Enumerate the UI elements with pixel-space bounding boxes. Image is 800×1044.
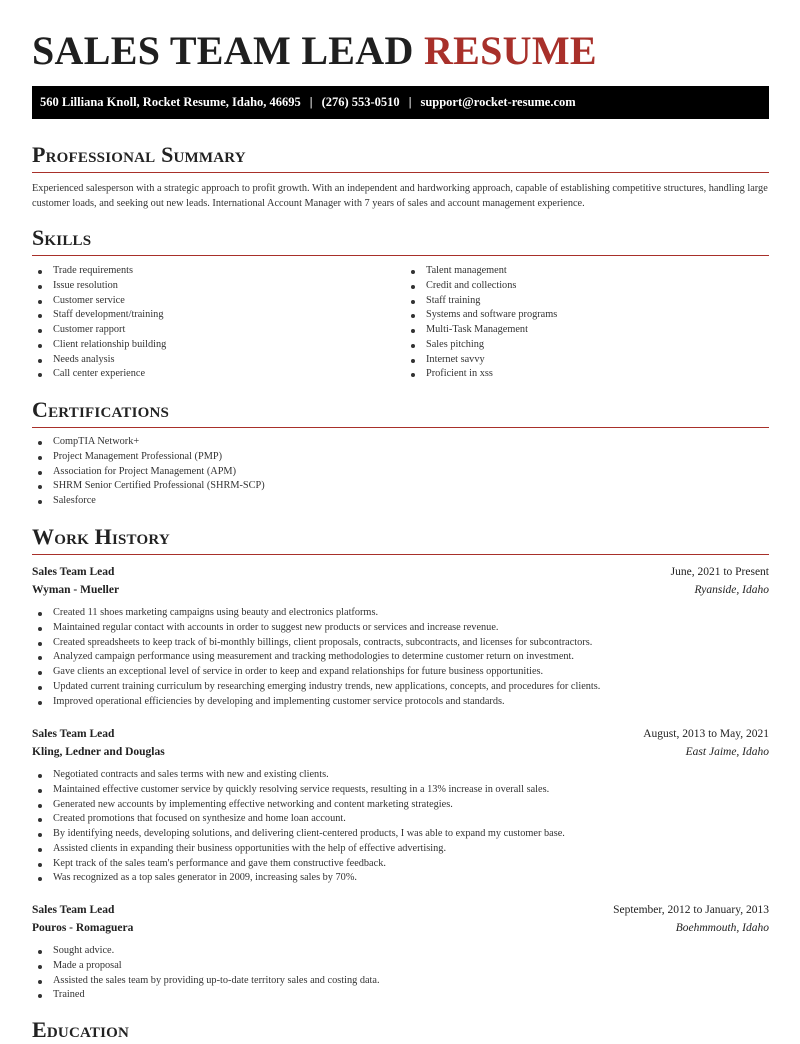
skills-list-right bbox=[426, 264, 557, 382]
skill-item: Proficient in xss bbox=[426, 367, 557, 382]
resume-title-accent: RESUME bbox=[423, 28, 597, 73]
job-bullet: Trained bbox=[53, 988, 380, 1003]
job-title: Sales Team Lead bbox=[32, 904, 115, 916]
skill-item: Multi-Task Management bbox=[426, 323, 557, 338]
summary-heading: Professional Summary bbox=[32, 142, 246, 167]
skill-item: Systems and software programs bbox=[426, 308, 557, 323]
skill-item: Credit and collections bbox=[426, 279, 557, 294]
job-bullet: Maintained regular contact with accounts in order to suggest new products or services and increase revenue. bbox=[53, 621, 600, 636]
job-location: Ryanside, Idaho bbox=[694, 584, 769, 596]
section-divider bbox=[32, 255, 769, 256]
job-bullet: By identifying needs, developing solutions, and delivering client-centered products, I was able to expand my customer base. bbox=[53, 827, 565, 842]
job-bullet: Made a proposal bbox=[53, 959, 380, 974]
job-company: Wyman - Mueller bbox=[32, 584, 120, 596]
summary-text: Experienced salesperson with a strategic approach to profit growth. With an independent and hardworking approach, capable of establishing competitive structures, handling large customer loads, and seeking out new leads. International Account Manager with 7 years of sales and account management experience. bbox=[32, 183, 768, 209]
education-heading: Education bbox=[32, 1017, 130, 1042]
skill-item: Call center experience bbox=[53, 367, 166, 382]
section-divider bbox=[32, 172, 769, 173]
certification-item: CompTIA Network+ bbox=[53, 435, 265, 450]
job-dates: September, 2012 to January, 2013 bbox=[613, 904, 769, 916]
job-bullet: Gave clients an exceptional level of service in order to keep and expand relationships for future business opportunities. bbox=[53, 665, 600, 680]
job-location: Boehmmouth, Idaho bbox=[675, 922, 769, 934]
education-section-header bbox=[32, 1016, 769, 1044]
summary-section-header bbox=[32, 141, 769, 169]
job-bullet: Created spreadsheets to keep track of bi-monthly billings, client proposals, contracts, subcontracts, and licenses for subcontractors. bbox=[53, 636, 600, 651]
job-bullet: Created promotions that focused on synthesize and home loan account. bbox=[53, 812, 565, 827]
skill-item: Trade requirements bbox=[53, 264, 166, 279]
job-bullet: Improved operational efficiencies by developing and implementing customer service protocols and standards. bbox=[53, 695, 600, 710]
contact-separator: | bbox=[408, 95, 412, 109]
contact-address: 560 Lilliana Knoll, Rocket Resume, Idaho, 46695 bbox=[40, 95, 301, 109]
skill-item: Staff development/training bbox=[53, 308, 166, 323]
skill-item: Customer rapport bbox=[53, 323, 166, 338]
job-bullet: Assisted clients in expanding their business opportunities with the help of effective advertising. bbox=[53, 842, 565, 857]
contact-email[interactable]: support@rocket-resume.com bbox=[420, 95, 576, 109]
skill-item: Customer service bbox=[53, 294, 166, 309]
certifications-list bbox=[53, 435, 265, 509]
work-history-section-header bbox=[32, 523, 769, 551]
contact-bar bbox=[32, 86, 769, 119]
job-title: Sales Team Lead bbox=[32, 728, 115, 740]
job-dates: August, 2013 to May, 2021 bbox=[643, 728, 769, 740]
job-company: Pouros - Romaguera bbox=[32, 922, 134, 934]
contact-separator: | bbox=[309, 95, 313, 109]
skills-list-left bbox=[53, 264, 166, 382]
job-bullets bbox=[53, 768, 565, 886]
job-bullet: Sought advice. bbox=[53, 944, 380, 959]
job-bullet: Was recognized as a top sales generator in 2009, increasing sales by 70%. bbox=[53, 871, 565, 886]
certifications-section-header bbox=[32, 396, 769, 424]
job-bullet: Updated current training curriculum by researching emerging industry trends, new applications, concepts, and procedures for clients. bbox=[53, 680, 600, 695]
skill-item: Staff training bbox=[426, 294, 557, 309]
contact-phone: (276) 553-0510 bbox=[321, 95, 400, 109]
job-location: East Jaime, Idaho bbox=[685, 746, 769, 758]
skill-item: Client relationship building bbox=[53, 338, 166, 353]
job-bullet: Analyzed campaign performance using measurement and tracking methodologies to determine customer return on investment. bbox=[53, 650, 600, 665]
job-company: Kling, Ledner and Douglas bbox=[32, 746, 165, 758]
job-bullet: Generated new accounts by implementing effective networking and content marketing strategies. bbox=[53, 798, 565, 813]
certification-item: Salesforce bbox=[53, 494, 265, 509]
job-bullets bbox=[53, 606, 600, 709]
work-history-heading: Work History bbox=[32, 524, 170, 549]
resume-title bbox=[32, 28, 597, 74]
skills-section-header bbox=[32, 224, 769, 252]
job-bullet: Created 11 shoes marketing campaigns using beauty and electronics platforms. bbox=[53, 606, 600, 621]
certifications-heading: Certifications bbox=[32, 397, 170, 422]
job-bullet: Negotiated contracts and sales terms with new and existing clients. bbox=[53, 768, 565, 783]
section-divider bbox=[32, 554, 769, 555]
job-bullet: Maintained effective customer service by quickly resolving service requests, resulting in a 13% increase in overall sales. bbox=[53, 783, 565, 798]
certification-item: SHRM Senior Certified Professional (SHRM-SCP) bbox=[53, 479, 265, 494]
skill-item: Sales pitching bbox=[426, 338, 557, 353]
skill-item: Internet savvy bbox=[426, 353, 557, 368]
certification-item: Project Management Professional (PMP) bbox=[53, 450, 265, 465]
skill-item: Talent management bbox=[426, 264, 557, 279]
job-dates: June, 2021 to Present bbox=[670, 566, 769, 578]
job-title: Sales Team Lead bbox=[32, 566, 115, 578]
job-bullet: Kept track of the sales team's performance and gave them constructive feedback. bbox=[53, 857, 565, 872]
skills-heading: Skills bbox=[32, 225, 92, 250]
resume-title-main: SALES TEAM LEAD bbox=[32, 28, 414, 73]
skill-item: Needs analysis bbox=[53, 353, 166, 368]
job-bullets bbox=[53, 944, 380, 1003]
section-divider bbox=[32, 427, 769, 428]
skill-item: Issue resolution bbox=[53, 279, 166, 294]
job-bullet: Assisted the sales team by providing up-to-date territory sales and costing data. bbox=[53, 974, 380, 989]
certification-item: Association for Project Management (APM) bbox=[53, 465, 265, 480]
